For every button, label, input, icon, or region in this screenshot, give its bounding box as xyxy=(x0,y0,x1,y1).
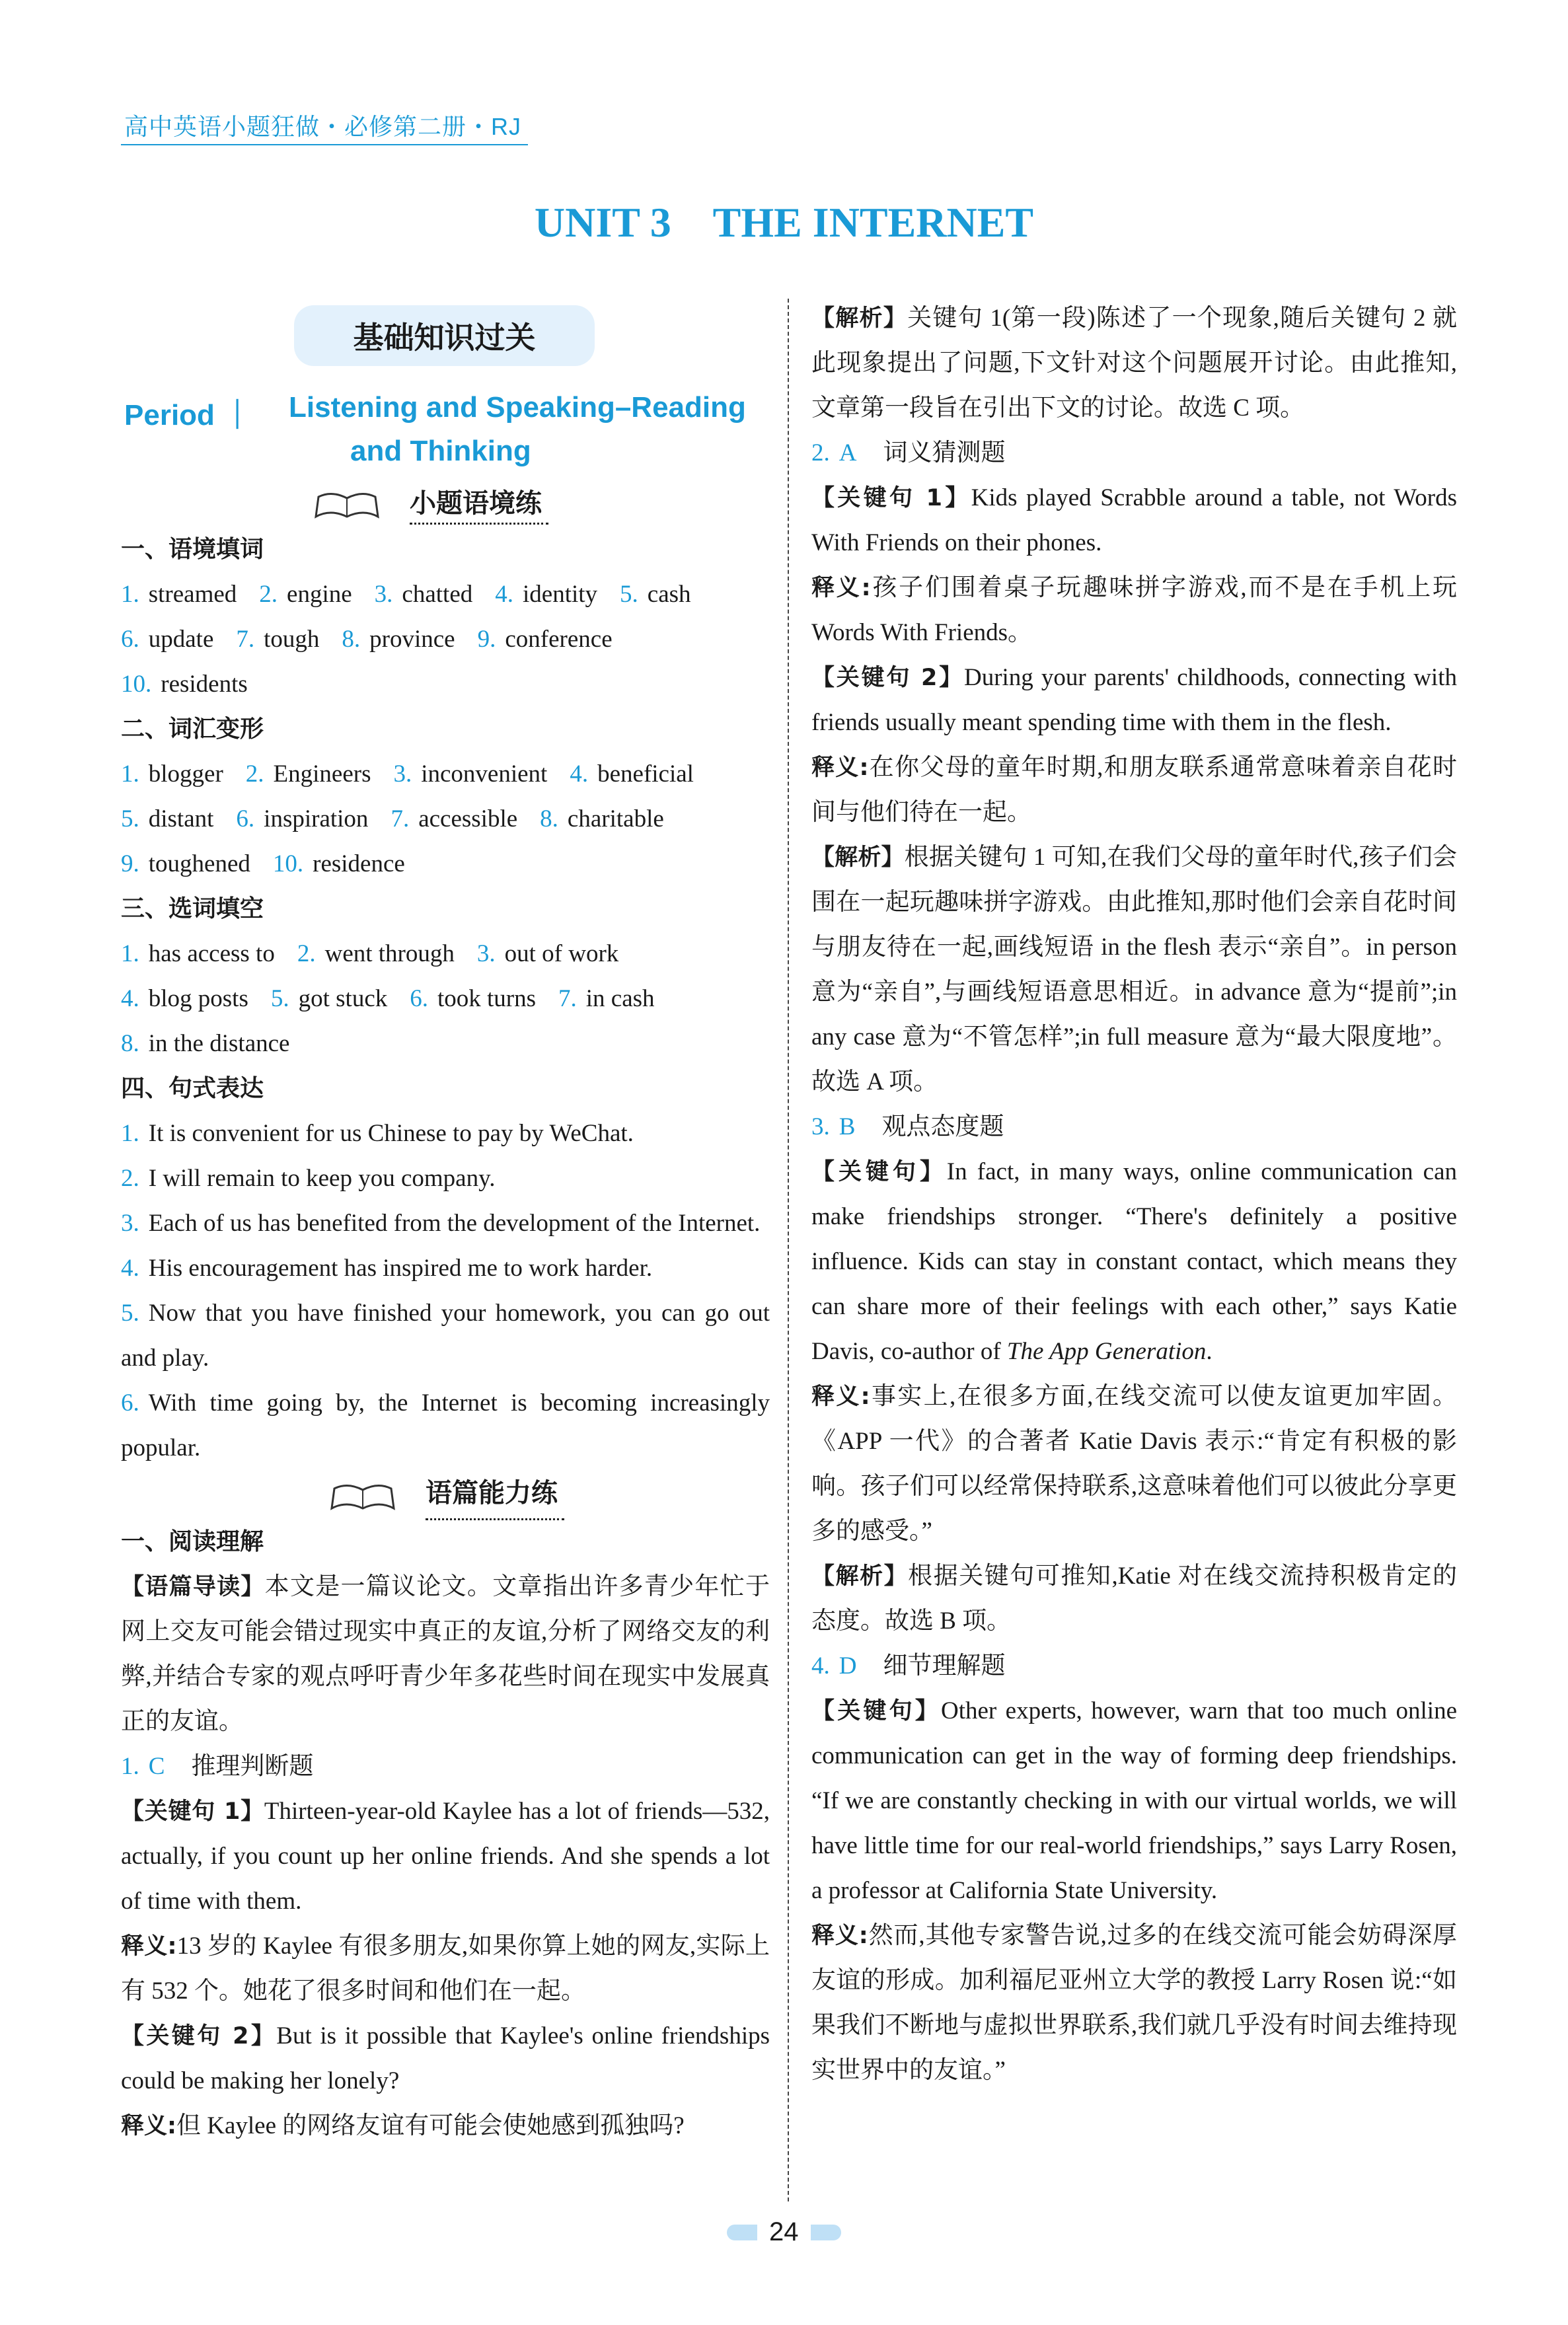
section-heading: 三、选词填空 xyxy=(121,895,264,922)
subsection-header xyxy=(311,477,548,530)
item-number: 1. xyxy=(121,940,139,967)
unit-title: UNIT 3 THE INTERNET xyxy=(534,199,1034,246)
question-number: 4. xyxy=(811,1652,830,1679)
item-number: 1. xyxy=(121,581,139,608)
answer-item xyxy=(246,752,371,797)
paragraph-label: 释义: xyxy=(811,575,871,601)
item-number: 9. xyxy=(121,850,139,877)
answer-letter: C xyxy=(148,1753,165,1780)
sentence-text: With time going by, the Internet is becoming increasingly popular. xyxy=(121,1389,770,1461)
item-answer: Engineers xyxy=(273,760,371,788)
item-answer: in the distance xyxy=(148,1030,290,1057)
paragraph-text: 在你父母的童年时期,和朋友联系通常意味着亲自花时间与他们待在一起。 xyxy=(811,754,1458,826)
paragraph-text: 孩子们围着桌子玩趣味拼字游戏,而不是在手机上玩 Words With Friends。 xyxy=(811,574,1457,646)
answer-letter: A xyxy=(839,439,857,466)
item-number: 3. xyxy=(476,940,496,967)
answer-item xyxy=(570,752,694,797)
paragraph-text: 然而,其他专家警告说,过多的在线交流可能会妨碍深厚友谊的形成。加利福尼亚州立大学的教授 Larry Rosen 说:“如果我们不断地与虚拟世界联系,我们就几乎没有时间去维持现实世界中的友谊。” xyxy=(811,1922,1458,2084)
item-answer: update xyxy=(148,626,214,653)
item-answer: inconvenient xyxy=(421,760,548,788)
question-number: 2. xyxy=(811,439,830,466)
italic-title: The App Generation xyxy=(1006,1338,1207,1365)
paragraph-label: 【关键句 1】 xyxy=(121,1798,264,1825)
explanation-paragraph xyxy=(121,2104,770,2149)
answer-row xyxy=(121,797,770,842)
paragraph-label: 释义: xyxy=(811,1384,870,1410)
item-number: 7. xyxy=(391,805,410,832)
sentence-text: Each of us has benefited from the development of the Internet. xyxy=(148,1210,761,1237)
answer-item xyxy=(273,842,405,887)
item-number: 2. xyxy=(259,581,278,608)
item-number: 10. xyxy=(272,850,304,877)
question-answer xyxy=(121,1744,770,1789)
sentence-text: Now that you have finished your homework, you can go out and play. xyxy=(121,1300,770,1372)
paragraph-text: 事实上,在很多方面,在线交流可以使友谊更加牢固。《APP 一代》的合著者 Katie Davis 表示:“肯定有积极的影响。孩子们可以经常保持联系,这意味着他们可以彼此分享更多的感受。” xyxy=(811,1383,1458,1545)
paragraph-label: 【关键句】 xyxy=(811,1698,941,1724)
paragraph-text: 根据关键句可推知,Katie 对在线交流持积极肯定的态度。故选 B 项。 xyxy=(811,1563,1457,1635)
answer-item xyxy=(558,977,655,1021)
item-number: 6. xyxy=(236,805,255,832)
explanation-paragraph xyxy=(811,835,1457,1105)
question-type: 细节理解题 xyxy=(883,1652,1006,1679)
explanation-paragraph xyxy=(811,1374,1457,1554)
answer-row xyxy=(121,662,770,707)
item-answer: went through xyxy=(324,940,455,967)
answer-row xyxy=(121,842,770,887)
subsection-label: 小题语境练 xyxy=(410,482,548,525)
item-number: 8. xyxy=(540,805,558,832)
item-answer: cash xyxy=(647,581,691,608)
answer-item xyxy=(121,977,248,1021)
item-answer: in cash xyxy=(585,985,655,1012)
item-number: 5. xyxy=(270,985,289,1012)
explanation-paragraph xyxy=(121,2014,770,2104)
right-column xyxy=(811,296,1457,2093)
answer-item xyxy=(478,617,613,662)
section-heading: 二、词汇变形 xyxy=(121,716,264,743)
answer-item xyxy=(393,752,547,797)
item-number: 1. xyxy=(121,1120,139,1147)
paragraph-text: 13 岁的 Kaylee 有很多朋友,如果你算上她的网友,实际上有 532 个。她花了很多时间和他们在一起。 xyxy=(121,1933,770,2005)
header-underline xyxy=(121,144,528,145)
sentence-answer xyxy=(121,1201,770,1246)
sentence-answer xyxy=(121,1246,770,1291)
sentence-text: I will remain to keep you company. xyxy=(148,1165,496,1192)
answer-item xyxy=(121,572,237,617)
item-answer: chatted xyxy=(402,581,473,608)
period-title-line1: Listening and Speaking–Reading xyxy=(289,391,746,424)
explanation-paragraph xyxy=(811,476,1457,566)
answer-item xyxy=(495,572,597,617)
left-column xyxy=(121,527,770,2149)
question-number: 1. xyxy=(121,1753,139,1780)
paragraph-label: 【关键句 2】 xyxy=(811,665,964,691)
explanation-paragraph xyxy=(121,1565,770,1744)
item-number: 10. xyxy=(121,671,152,698)
page-deco-right xyxy=(811,2225,841,2240)
sentence-text: It is convenient for us Chinese to pay by WeChat. xyxy=(148,1120,634,1147)
paragraph-text: Thirteen-year-old Kaylee has a lot of friends—532, actually, if you count up her online friends. And she spends a lot of time with them. xyxy=(121,1798,770,1915)
explanation-paragraph xyxy=(121,1924,770,2014)
answer-item xyxy=(477,932,618,977)
item-answer: province xyxy=(369,626,455,653)
paragraph-label: 【解析】 xyxy=(811,844,905,871)
answer-item xyxy=(410,977,536,1021)
sentence-answer xyxy=(121,1111,770,1156)
item-answer: accessible xyxy=(418,805,518,832)
section-heading: 一、语境填词 xyxy=(121,536,264,563)
item-answer: has access to xyxy=(148,940,275,967)
answer-item xyxy=(375,572,473,617)
explanation-paragraph xyxy=(811,1150,1457,1374)
paragraph-text: . xyxy=(1206,1338,1213,1365)
paragraph-text: 但 Kaylee 的网络友谊有可能会使她感到孤独吗? xyxy=(176,2112,685,2139)
explanation-paragraph xyxy=(811,566,1457,655)
paragraph-text: 本文是一篇议论文。文章指出许多青少年忙于网上交友可能会错过现实中真正的友谊,分析了网络交友的利弊,并结合专家的观点呼吁青少年多花些时间在现实中发展真正的友谊。 xyxy=(121,1573,770,1735)
answer-item xyxy=(297,932,455,977)
item-number: 5. xyxy=(620,581,638,608)
item-number: 8. xyxy=(342,626,361,653)
period-title-line2: and Thinking xyxy=(350,435,531,467)
paragraph-text: 关键句 1(第一段)陈述了一个现象,随后关键句 2 就此现象提出了问题,下文针对这个问题展开讨论。由此推知,文章第一段旨在引出下文的讨论。故选 C 项。 xyxy=(811,305,1457,422)
open-book-icon xyxy=(326,1475,399,1515)
item-number: 2. xyxy=(297,940,316,967)
paragraph-label: 【关键句】 xyxy=(811,1159,947,1185)
answer-item xyxy=(121,797,213,842)
item-number: 4. xyxy=(121,1255,139,1282)
item-number: 6. xyxy=(121,626,139,653)
item-answer: residence xyxy=(313,850,405,877)
question-type: 推理判断题 xyxy=(191,1753,314,1780)
sentence-answer xyxy=(121,1291,770,1381)
question-type: 观点态度题 xyxy=(881,1113,1004,1140)
item-answer: out of work xyxy=(504,940,619,967)
answer-row xyxy=(121,932,770,977)
paragraph-text: During your parents' childhoods, connecting with friends usually meant spending time with them in the flesh. xyxy=(811,664,1457,736)
paragraph-text: But is it possible that Kaylee's online friendships could be making her lonely? xyxy=(121,2022,770,2094)
section-badge: 基础知识过关 xyxy=(294,305,595,366)
period-label: Period ｜ xyxy=(124,399,252,431)
explanation-paragraph xyxy=(121,1789,770,1924)
paragraph-label: 释义: xyxy=(121,2113,176,2139)
item-number: 4. xyxy=(495,581,513,608)
item-number: 7. xyxy=(236,626,255,653)
item-answer: got stuck xyxy=(298,985,388,1012)
item-answer: blog posts xyxy=(148,985,248,1012)
paragraph-text: Other experts, however, warn that too much online communication can get in the way of forming deep friendships. “If we are constantly checking in with our virtual worlds, we will have little time for our real-world friendships,” says Larry Rosen, a professor at California State University. xyxy=(811,1697,1457,1904)
explanation-paragraph xyxy=(811,655,1457,745)
answer-row xyxy=(121,1021,770,1066)
explanation-paragraph xyxy=(811,1913,1457,2093)
answer-row xyxy=(121,572,770,617)
explanation-paragraph xyxy=(811,1689,1457,1913)
item-answer: beneficial xyxy=(597,760,694,788)
series-title: 高中英语小题狂做・必修第二册・RJ xyxy=(124,113,521,140)
item-answer: distant xyxy=(148,805,214,832)
item-number: 2. xyxy=(245,760,264,788)
answer-row xyxy=(121,977,770,1021)
explanation-paragraph xyxy=(811,745,1457,835)
paragraph-label: 【关键句 1】 xyxy=(811,485,971,511)
item-number: 5. xyxy=(121,1300,139,1327)
section-heading: 四、句式表达 xyxy=(121,1075,264,1102)
paragraph-text: 根据关键句 1 可知,在我们父母的童年时代,孩子们会围在一起玩趣味拼字游戏。由此推知,那时他们会亲自花时间与朋友待在一起,画线短语 in the flesh 表示“亲自”。in person 意为“亲自”,与画线短语意思相近。in advance 意为“提前”;in any case 意为“不管怎样”;in full measure 意为“最大限度地”。故选 A 项。 xyxy=(811,844,1457,1095)
sentence-answer xyxy=(121,1381,770,1471)
item-answer: tough xyxy=(264,626,320,653)
question-answer xyxy=(811,1105,1457,1150)
answer-item xyxy=(121,842,250,887)
paragraph-label: 【解析】 xyxy=(811,305,908,332)
paragraph-label: 【关键句 2】 xyxy=(121,2023,277,2049)
item-answer: engine xyxy=(287,581,352,608)
answer-letter: D xyxy=(839,1652,857,1679)
subsection-label: 语篇能力练 xyxy=(426,1471,564,1520)
question-type: 词义猜测题 xyxy=(883,439,1006,466)
column-divider xyxy=(788,299,789,2201)
open-book-icon xyxy=(311,484,383,523)
answer-item xyxy=(620,572,691,617)
question-number: 3. xyxy=(811,1113,830,1140)
item-number: 4. xyxy=(121,985,139,1012)
paragraph-label: 【解析】 xyxy=(811,1563,909,1590)
item-answer: charitable xyxy=(567,805,664,832)
item-answer: streamed xyxy=(148,581,237,608)
item-number: 8. xyxy=(121,1030,139,1057)
subsection-header xyxy=(121,1471,770,1520)
item-number: 1. xyxy=(121,760,139,788)
paragraph-label: 释义: xyxy=(811,755,869,781)
answer-item xyxy=(121,932,275,977)
item-number: 7. xyxy=(558,985,577,1012)
item-answer: blogger xyxy=(148,760,223,788)
question-answer xyxy=(811,1644,1457,1689)
item-number: 4. xyxy=(570,760,589,788)
answer-item xyxy=(236,617,319,662)
explanation-paragraph xyxy=(811,1554,1457,1644)
question-answer xyxy=(811,431,1457,476)
paragraph-label: 【语篇导读】 xyxy=(121,1574,265,1600)
item-answer: conference xyxy=(505,626,613,653)
item-answer: inspiration xyxy=(264,805,369,832)
item-answer: took turns xyxy=(437,985,537,1012)
sentence-answer xyxy=(121,1156,770,1201)
item-number: 3. xyxy=(393,760,412,788)
item-number: 9. xyxy=(477,626,496,653)
item-number: 6. xyxy=(410,985,428,1012)
page-number-text: 24 xyxy=(769,2217,799,2246)
answer-item xyxy=(121,1021,289,1066)
answer-row xyxy=(121,752,770,797)
answer-item xyxy=(259,572,352,617)
answer-item xyxy=(236,797,368,842)
paragraph-text: Kids played Scrabble around a table, not Words With Friends on their phones. xyxy=(811,484,1457,556)
item-number: 3. xyxy=(121,1210,139,1237)
paragraph-label: 释义: xyxy=(121,1933,177,1960)
answer-item xyxy=(121,752,223,797)
section-heading: 一、阅读理解 xyxy=(121,1528,264,1555)
item-answer: toughened xyxy=(148,850,250,877)
item-number: 5. xyxy=(121,805,139,832)
item-answer: residents xyxy=(161,671,248,698)
answer-letter: B xyxy=(839,1113,856,1140)
answer-item xyxy=(271,977,387,1021)
paragraph-text: In fact, in many ways, online communication can make friendships stronger. “There's definitely a positive influence. Kids can stay in constant contact, which means they can share more of their feelings with each other,” says Katie Davis, co-author of xyxy=(811,1158,1457,1365)
item-number: 3. xyxy=(374,581,393,608)
sentence-text: His encouragement has inspired me to work harder. xyxy=(148,1255,653,1282)
page-deco-left xyxy=(727,2225,757,2240)
page-number xyxy=(727,2217,841,2247)
answer-item xyxy=(121,617,213,662)
answer-item xyxy=(342,617,455,662)
answer-item xyxy=(121,662,248,707)
item-number: 2. xyxy=(121,1165,139,1192)
explanation-paragraph xyxy=(811,296,1457,431)
paragraph-label: 释义: xyxy=(811,1923,868,1949)
answer-row xyxy=(121,617,770,662)
item-number: 6. xyxy=(121,1389,139,1417)
answer-item xyxy=(391,797,517,842)
answer-item xyxy=(540,797,664,842)
item-answer: identity xyxy=(523,581,598,608)
